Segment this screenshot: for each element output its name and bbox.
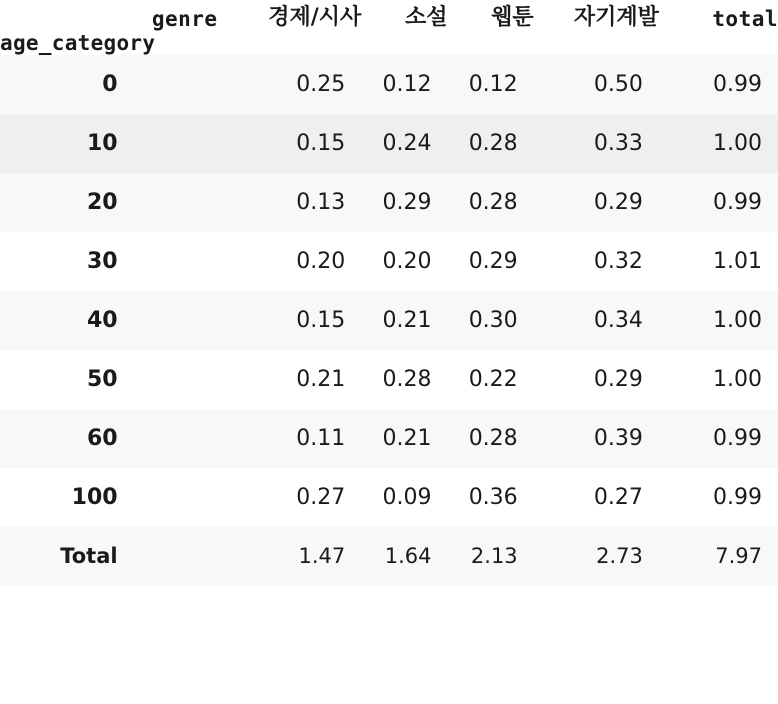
table-body <box>0 55 778 585</box>
column-header-2: 웹툰 <box>491 5 534 30</box>
row-cell: 0.36 <box>447 468 533 527</box>
row-cell: 0.99 <box>659 468 778 527</box>
row-index: 40 <box>0 291 218 350</box>
index-name-row <box>0 31 778 55</box>
total-cell: 1.64 <box>361 527 447 585</box>
row-cell: 1.00 <box>659 291 778 350</box>
row-cell: 0.29 <box>361 173 447 232</box>
row-cell: 0.27 <box>534 468 659 527</box>
row-cell: 0.39 <box>534 409 659 468</box>
column-header-3: 자기계발 <box>573 5 659 30</box>
column-header-4: total <box>712 7 778 31</box>
row-cell: 0.22 <box>447 350 533 409</box>
row-cell: 0.29 <box>534 350 659 409</box>
row-cell: 0.13 <box>218 173 362 232</box>
row-cell: 0.12 <box>361 55 447 114</box>
row-cell: 0.21 <box>361 291 447 350</box>
row-cell: 0.28 <box>447 114 533 173</box>
row-cell: 0.99 <box>659 173 778 232</box>
total-cell: 1.47 <box>218 527 362 585</box>
index-name-label: age_category <box>0 31 156 55</box>
row-cell: 0.29 <box>534 173 659 232</box>
row-cell: 0.20 <box>218 232 362 291</box>
row-index: 10 <box>0 114 218 173</box>
row-cell: 0.32 <box>534 232 659 291</box>
row-cell: 0.25 <box>218 55 362 114</box>
total-cell: 7.97 <box>659 527 778 585</box>
row-cell: 0.20 <box>361 232 447 291</box>
table-row <box>0 409 778 468</box>
row-cell: 0.12 <box>447 55 533 114</box>
table-row <box>0 232 778 291</box>
row-cell: 0.21 <box>361 409 447 468</box>
table-row <box>0 173 778 232</box>
table-row <box>0 55 778 114</box>
row-cell: 0.30 <box>447 291 533 350</box>
total-cell: 2.73 <box>534 527 659 585</box>
row-cell: 0.15 <box>218 114 362 173</box>
column-header-row <box>0 0 778 31</box>
row-index: 100 <box>0 468 218 527</box>
total-cell: 2.13 <box>447 527 533 585</box>
row-index: 50 <box>0 350 218 409</box>
row-cell: 0.24 <box>361 114 447 173</box>
row-cell: 0.28 <box>361 350 447 409</box>
table-row <box>0 114 778 173</box>
row-cell: 0.15 <box>218 291 362 350</box>
row-cell: 0.28 <box>447 409 533 468</box>
column-header-1: 소설 <box>404 5 448 30</box>
row-cell: 0.11 <box>218 409 362 468</box>
row-cell: 0.33 <box>534 114 659 173</box>
row-cell: 0.99 <box>659 55 778 114</box>
row-index: 20 <box>0 173 218 232</box>
row-cell: 1.01 <box>659 232 778 291</box>
row-index: 30 <box>0 232 218 291</box>
table-total-row <box>0 527 778 585</box>
row-cell: 0.28 <box>447 173 533 232</box>
table-row <box>0 350 778 409</box>
row-cell: 0.99 <box>659 409 778 468</box>
row-cell: 0.21 <box>218 350 362 409</box>
row-cell: 1.00 <box>659 114 778 173</box>
row-cell: 0.29 <box>447 232 533 291</box>
row-cell: 0.50 <box>534 55 659 114</box>
total-row-label: Total <box>0 527 218 585</box>
table-row <box>0 291 778 350</box>
row-cell: 0.09 <box>361 468 447 527</box>
column-header-0: 경제/시사 <box>268 5 362 30</box>
table-row <box>0 468 778 527</box>
row-index: 60 <box>0 409 218 468</box>
row-cell: 0.27 <box>218 468 362 527</box>
row-index: 0 <box>0 55 218 114</box>
row-cell: 1.00 <box>659 350 778 409</box>
column-group-label: genre <box>151 7 218 31</box>
table-head <box>0 0 778 55</box>
row-cell: 0.34 <box>534 291 659 350</box>
